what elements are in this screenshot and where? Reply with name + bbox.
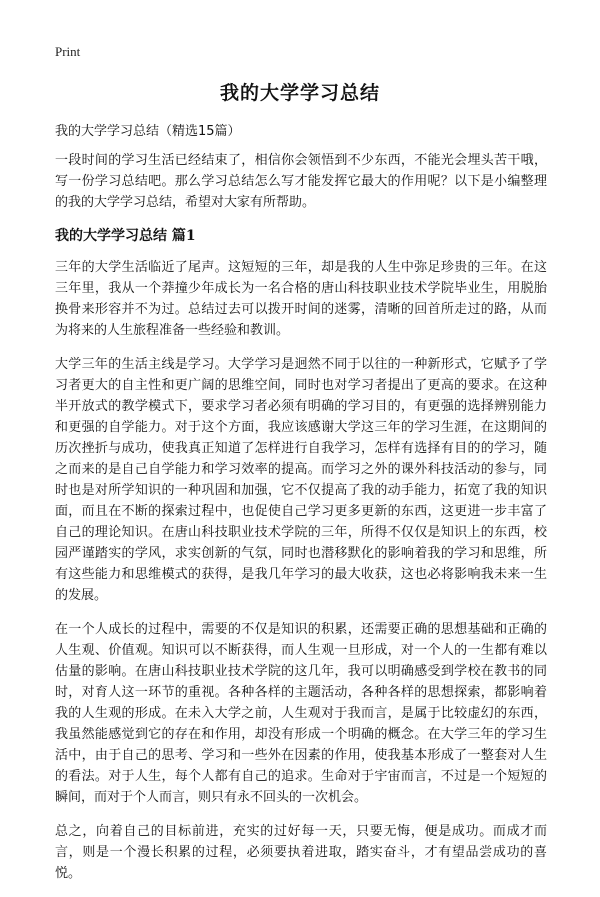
print-link[interactable]: Print (55, 44, 81, 59)
body-paragraph: 大学三年的生活主线是学习。大学学习是迥然不同于以往的一种新形式，它赋予了学习者更大的自主性和更广阔的思维空间，同时也对学习者提出了更高的要求。在这种半开放式的教学模式下，要求学习者必须有明确的学习目的，有更强的选择辨别能力和更强的自学能力。对于这个方面，我应该感谢大学这三年的学习生涯，在这期间的历次挫折与成功，使我真正知道了怎样进行自我学习，怎样有选择有目的的学习，随之而来的是自己自学能力和学习效率的提高。而学习之外的课外科技活动的参与，同时也是对所学知识的一种巩固和加强，它不仅提高了我的动手能力，拓宽了我的知识面，而且在不断的探索过程中，也促使自己学习更多更新的东西，这更进一步丰富了自己的理论知识。在唐山科技职业技术学院的三年，所得不仅仅是知识上的东西，校园严谨踏实的学风，求实创新的气氛，同时也潜移默化的影响着我的学习和思维，所有这些能力和思维模式的获得，是我几年学习的最大收获，这也必将影响我未来一生的发展。 (55, 357, 547, 603)
body-paragraph: 总之，向着自己的目标前进，充实的过好每一天，只要无悔，便是成功。而成才而言，则是一个漫长积累的过程，必须要执着进取，踏实奋斗，才有望品尝成功的喜悦。 (55, 824, 547, 881)
article-body (55, 150, 547, 897)
section-heading: 我的大学学习总结 篇1 (55, 228, 196, 244)
body-paragraph: 三年的大学生活临近了尾声。这短短的三年，却是我的人生中弥足珍贵的三年。在这三年里，我从一个莽撞少年成长为一名合格的唐山科技职业技术学院毕业生，用脱胎换骨来形容并不为过。总结过去可以拨开时间的迷雾，清晰的回首所走过的路，从而为将来的人生旅程准备一些经验和教训。 (55, 260, 547, 338)
document-subtitle: 我的大学学习总结（精选15篇） (55, 124, 241, 139)
intro-paragraph: 一段时间的学习生活已经结束了，相信你会领悟到不少东西，不能光会埋头苦干哦，写一份学习总结吧。那么学习总结怎么写才能发挥它最大的作用呢？以下是小编整理的我的大学学习总结，希望对大家有所帮助。 (55, 153, 547, 210)
body-paragraph: 在一个人成长的过程中，需要的不仅是知识的积累，还需要正确的思想基础和正确的人生观、价值观。知识可以不断获得，而人生观一旦形成，对一个人的一生都有难以估量的影响。在唐山科技职业技术学院的这几年，我可以明确感受到学校在教书的同时，对育人这一环节的重视。各种各样的主题活动，各种各样的思想探索，都影响着我的人生观的形成。在未入大学之前，人生观对于我而言，是属于比较虚幻的东西，我虽然能感觉到它的存在和作用，却没有形成一个明确的概念。在大学三年的学习生活中，由于自己的思考、学习和一些外在因素的作用，使我基本形成了一整套对人生的看法。对于人生，每个人都有自己的追求。生命对于宇宙而言，不过是一个短短的瞬间，而对于个人而言，则只有永不回头的一次机会。 (55, 622, 547, 805)
page-title: 我的大学学习总结 (219, 82, 380, 104)
